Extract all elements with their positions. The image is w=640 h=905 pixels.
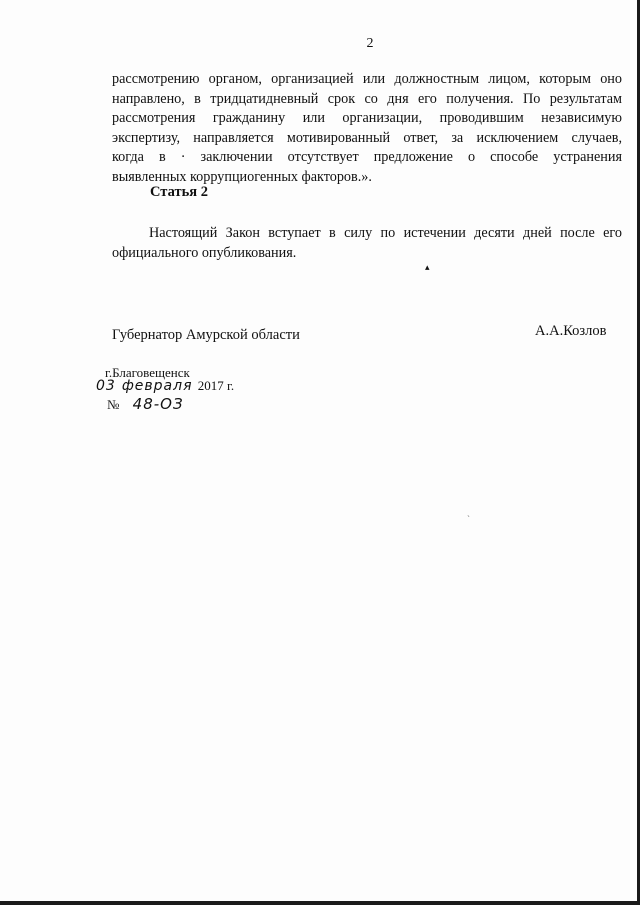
law-number-prefix: №	[107, 397, 120, 412]
paragraph-1-line: рассмотрению органом, организацией или должностным лицом, которым оно	[112, 71, 622, 87]
scan-mark: ▴	[425, 262, 430, 272]
paragraph-1-line: когда в · заключении отсутствует предложение о способе устранения	[112, 149, 622, 165]
paragraph-1	[112, 70, 622, 187]
paragraph-1-line: экспертизу, направляется мотивированный ответ, за исключением случаев,	[112, 129, 622, 146]
page-number: 2	[366, 36, 374, 51]
signer-role: Губернатор Амурской области	[112, 327, 300, 343]
paragraph-1-line: рассмотрения гражданину или организации, проводившим независимую	[112, 110, 622, 126]
date-year: 2017 г.	[197, 378, 235, 393]
date-month-handwritten: февраля	[121, 378, 193, 394]
paragraph-1-line: направлено, в тридцатидневный срок со дня его получения. По результатам	[112, 90, 622, 107]
date-day-handwritten: 03	[96, 378, 116, 394]
law-number	[107, 395, 184, 413]
signer-name: А.А.Козлов	[535, 323, 607, 339]
signing-date	[96, 378, 234, 394]
article-heading: Статья 2	[150, 184, 208, 200]
scan-border-bottom	[0, 901, 640, 905]
paragraph-2-line: Настоящий Закон вступает в силу по истечении десяти дней после его	[149, 225, 622, 241]
place-of-signing: г.Благовещенск	[105, 365, 190, 380]
paragraph-2-line: официального опубликования.	[112, 244, 297, 261]
paragraph-1-line: выявленных коррупциогенных факторов.».	[112, 168, 372, 185]
law-number-value: 48-ОЗ	[132, 395, 184, 413]
scan-mark: ˋ	[467, 514, 470, 524]
paragraph-2	[112, 224, 622, 263]
